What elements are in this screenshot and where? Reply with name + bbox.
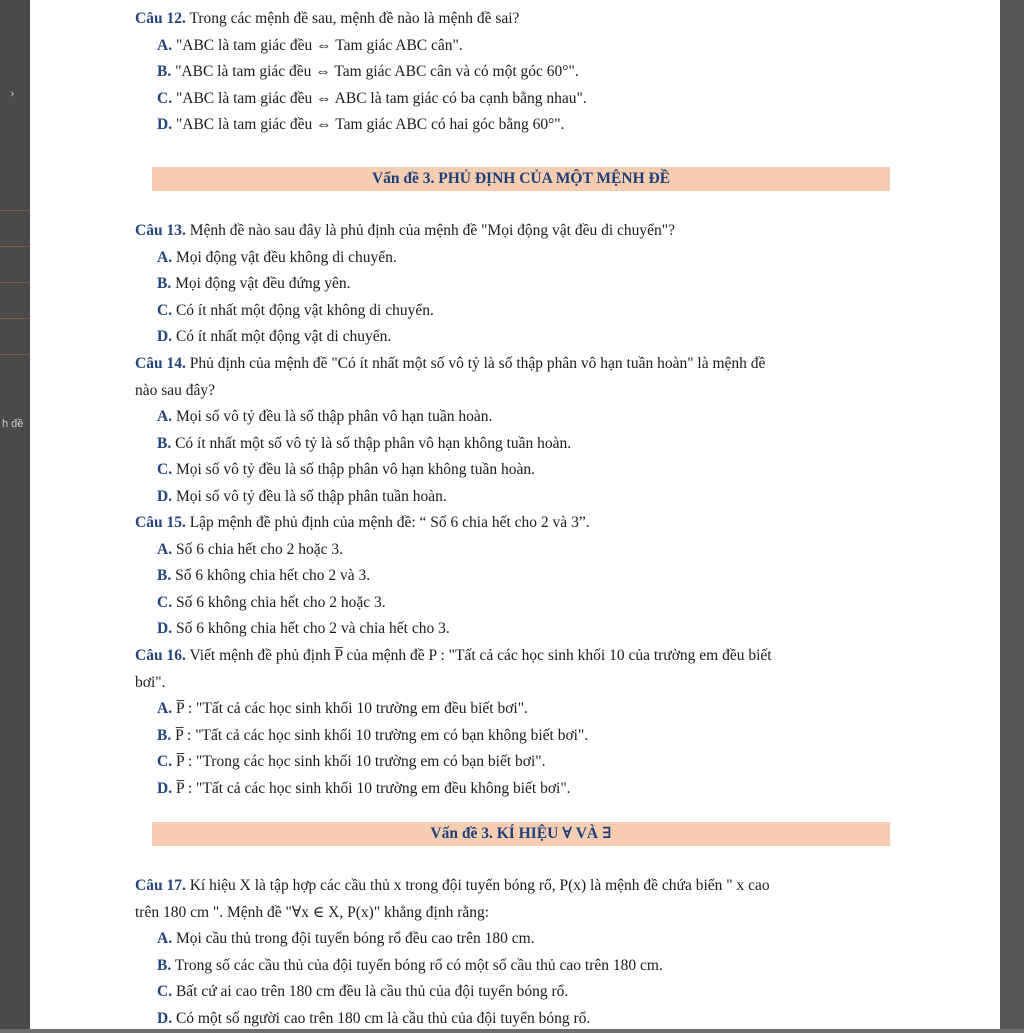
option-d: D. Có một số người cao trên 180 cm là cầu thủ của đội tuyển bóng rổ. [157, 1009, 591, 1027]
option-b: B. P̅ : "Tất cả các học sinh khối 10 trường em có bạn không biết bơi". [157, 726, 589, 744]
option-d: D. Số 6 không chia hết cho 2 và chia hết cho 3. [157, 620, 450, 638]
divider [0, 282, 30, 283]
option-a: A. Mọi số vô tỷ đều là số thập phân vô hạn tuần hoàn. [157, 408, 493, 426]
option-c: C. P̅ : "Trong các học sinh khối 10 trường em có bạn biết bơi". [157, 753, 546, 771]
divider [0, 246, 30, 247]
option-d: D. "ABC là tam giác đều ⇔ Tam giác ABC có hai góc bằng 60°". [157, 116, 565, 134]
option-b: B. Có ít nhất một số vô tỷ là số thập phân vô hạn không tuần hoàn. [157, 434, 572, 452]
option-b: B. Mọi động vật đều đứng yên. [157, 275, 351, 293]
option-c: C. "ABC là tam giác đều ⇔ ABC là tam giác có ba cạnh bằng nhau". [157, 89, 587, 107]
question-stem: Câu 14. Phủ định của mệnh đề "Có ít nhất một số vô tỷ là số thập phân vô hạn tuần hoàn" là mệnh đề [135, 355, 766, 372]
question-stem: Câu 17. Kí hiệu X là tập hợp các cầu thủ x trong đội tuyển bóng rổ, P(x) là mệnh đề chứa biến " x cao [135, 877, 770, 894]
right-panel [1000, 0, 1024, 1029]
option-c: C. Số 6 không chia hết cho 2 hoặc 3. [157, 593, 386, 611]
question-stem-continued: bơi". [135, 673, 166, 691]
option-a: A. P̅ : "Tất cả các học sinh khối 10 trường em đều biết bơi". [157, 700, 528, 718]
chevron-right-icon[interactable]: › [10, 86, 15, 101]
option-c: C. Có ít nhất một động vật không di chuyển. [157, 301, 434, 319]
option-b: B. Trong số các cầu thủ của đội tuyển bóng rổ có một số cầu thủ cao trên 180 cm. [157, 956, 663, 974]
option-d: D. P̅ : "Tất cả các học sinh khối 10 trường em đều không biết bơi". [157, 779, 571, 797]
option-d: D. Mọi số vô tỷ đều là số thập phân tuần hoàn. [157, 487, 447, 505]
section-header: Vấn đề 3. PHỦ ĐỊNH CỦA MỘT MỆNH ĐỀ [152, 167, 890, 191]
question-stem-continued: nào sau đây? [135, 381, 216, 399]
option-a: A. Mọi cầu thủ trong đội tuyển bóng rổ đều cao trên 180 cm. [157, 930, 535, 948]
option-d: D. Có ít nhất một động vật di chuyển. [157, 328, 392, 346]
option-c: C. Bất cứ ai cao trên 180 cm đều là cầu thủ của đội tuyển bóng rổ. [157, 983, 569, 1001]
divider [0, 210, 30, 211]
document-page [30, 0, 1000, 1029]
option-a: A. Số 6 chia hết cho 2 hoặc 3. [157, 540, 343, 558]
question-17 [135, 873, 905, 1033]
question-stem: Câu 16. Viết mệnh đề phủ định P̅ của mệnh đề P : "Tất cả các học sinh khối 10 của trường em đều biết [135, 647, 772, 664]
question-stem-continued: trên 180 cm ". Mệnh đề "∀x ∈ X, P(x)" khẳng định rằng: [135, 903, 490, 921]
divider [0, 354, 30, 355]
option-a: A. Mọi động vật đều không di chuyển. [157, 248, 397, 266]
question-12 [135, 6, 905, 139]
option-a: A. "ABC là tam giác đều ⇔ Tam giác ABC cân". [157, 36, 463, 54]
option-b: B. "ABC là tam giác đều ⇔ Tam giác ABC cân và có một góc 60°". [157, 63, 579, 81]
left-panel [0, 0, 30, 1029]
question-stem: Câu 12. Trong các mệnh đề sau, mệnh đề nào là mệnh đề sai? [135, 10, 520, 27]
question-13 [135, 218, 905, 351]
divider [0, 318, 30, 319]
question-15 [135, 510, 905, 643]
question-16 [135, 643, 905, 803]
section-header: Vấn đề 3. KÍ HIỆU ∀ VÀ ∃ [152, 822, 890, 846]
question-14 [135, 351, 905, 511]
clipped-label: h đề [2, 418, 24, 430]
option-b: B. Số 6 không chia hết cho 2 và 3. [157, 567, 371, 585]
question-stem: Câu 15. Lập mệnh đề phủ định của mệnh đề: “ Số 6 chia hết cho 2 và 3”. [135, 514, 590, 531]
option-c: C. Mọi số vô tỷ đều là số thập phân vô hạn không tuần hoàn. [157, 461, 535, 479]
question-stem: Câu 13. Mệnh đề nào sau đây là phủ định của mệnh đề "Mọi động vật đều di chuyển"? [135, 222, 675, 239]
